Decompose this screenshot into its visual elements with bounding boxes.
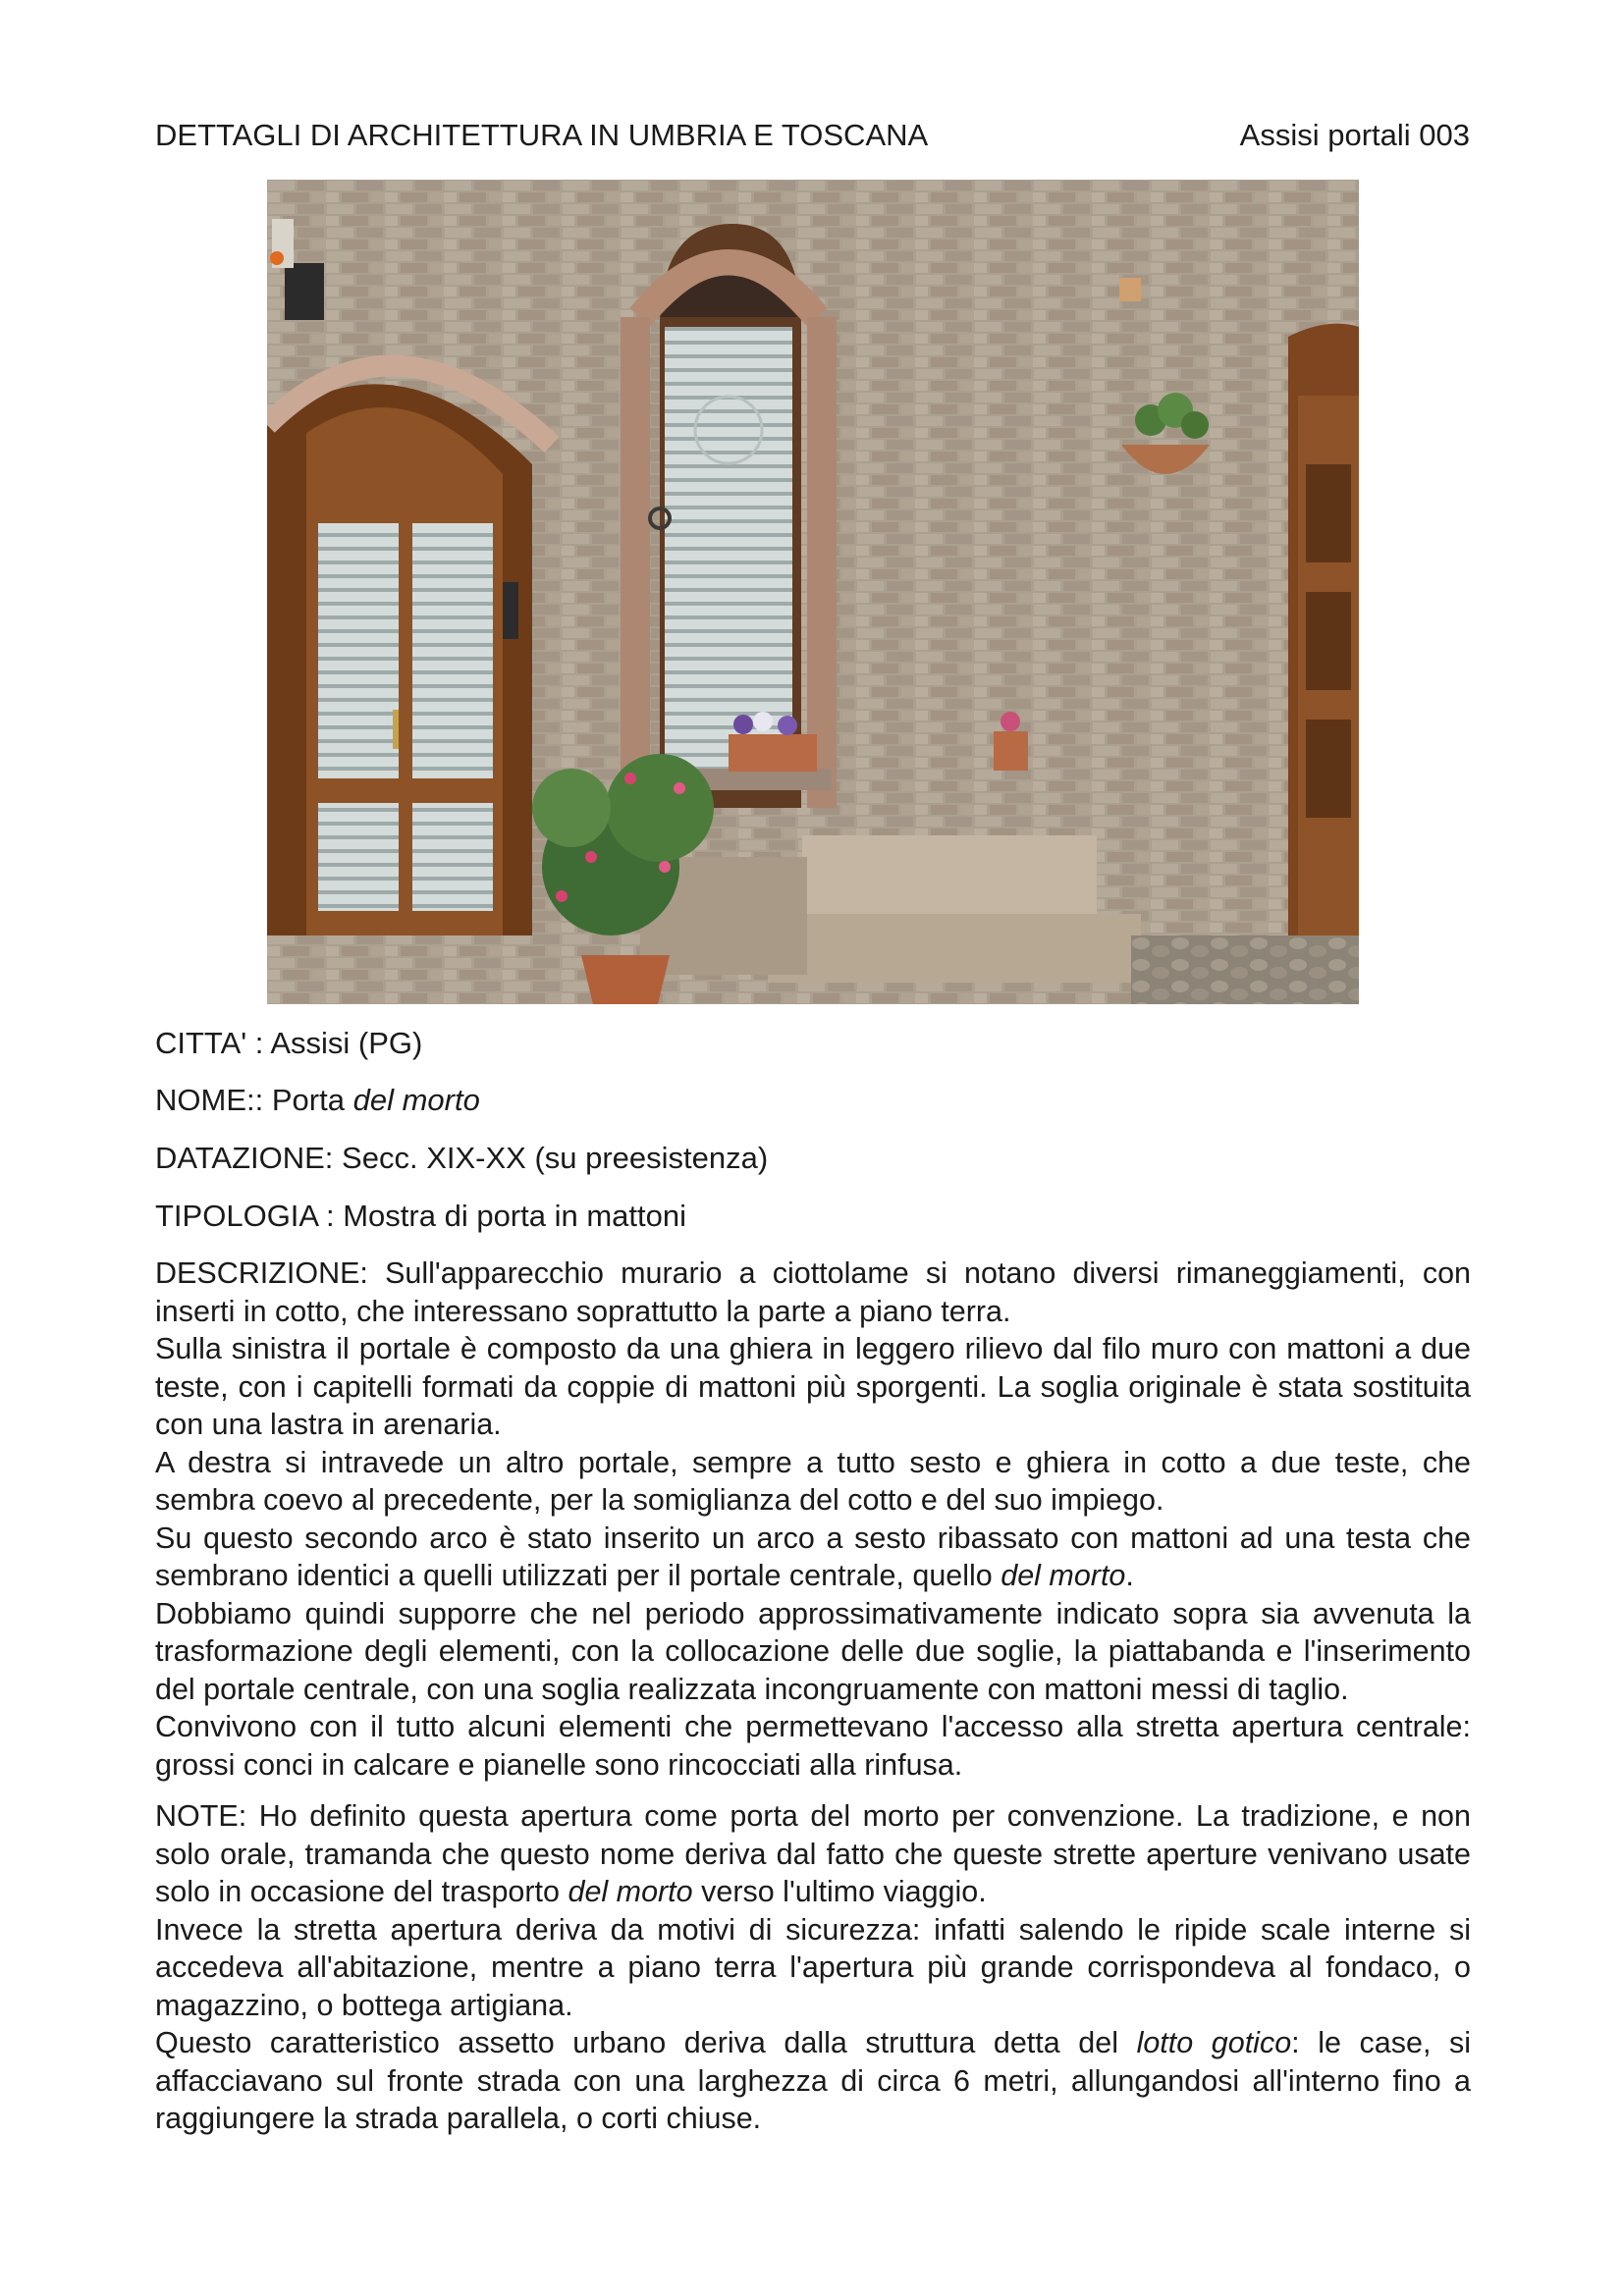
notes-text-3b: : le case, si affacciavano sul fronte strada con una larghezza di circa 6 metri, allungandosi all'interno fino a raggiungere la strada parallela, o corti chiuse. bbox=[155, 2026, 1472, 2135]
notes-italic-lotto: lotto gotico bbox=[1136, 2026, 1292, 2059]
nome-value-italic: del morto bbox=[352, 1083, 480, 1117]
field-tipologia bbox=[155, 1198, 686, 1235]
description-paragraph: Sulla sinistra il portale è composto da una ghiera in leggero rilievo dal filo muro con mattoni a due teste, con i capitelli formati da coppie di mattoni più sporgenti. La soglia originale è stata sostituita con una lastra in arenaria. bbox=[155, 1332, 1471, 1441]
notes-text-1: Ho definito questa apertura come porta del morto per convenzione. La tradizione, e non solo orale, tramanda che questo nome deriva dal fatto che queste strette aperture venivano usate solo in occasione del trasporto bbox=[155, 1799, 1471, 1908]
field-datazione bbox=[155, 1140, 768, 1177]
document-title: DETTAGLI DI ARCHITETTURA IN UMBRIA E TOSCANA bbox=[155, 118, 929, 152]
notes-italic: del morto bbox=[568, 1875, 693, 1908]
description-paragraph: Dobbiamo quindi supporre che nel periodo approssimativamente indicato sopra sia avvenuta la trasformazione degli elementi, con la collocazione delle due soglie, la piattabanda e l'inserimento del portale centrale, con una soglia realizzata incongruamente con mattoni messi di taglio. bbox=[155, 1596, 1471, 1706]
page-header bbox=[155, 118, 1470, 153]
description-punct: . bbox=[1125, 1559, 1134, 1592]
citta-value: Assisi (PG) bbox=[270, 1026, 423, 1060]
notes-text-3: Questo caratteristico assetto urbano deriva dalla struttura detta del bbox=[155, 2026, 1118, 2059]
field-nome bbox=[155, 1082, 480, 1119]
citta-label: CITTA' : bbox=[155, 1026, 264, 1060]
description-label: DESCRIZIONE: bbox=[155, 1256, 368, 1290]
description-text-4: Su questo secondo arco è stato inserito un arco a sesto ribassato con mattoni ad una testa che sembrano identici a quelli utilizzati per il portale centrale, quello bbox=[155, 1521, 1471, 1592]
notes-paragraph bbox=[155, 1797, 1471, 1911]
notes-paragraph: Invece la stretta apertura deriva da motivi di sicurezza: infatti salendo le ripide scale interne si accedeva all'abitazione, mentre a piano terra l'apertura più grande corrispondeva al fondaco, o magazzino, o bottega artigiana. bbox=[155, 1912, 1471, 2022]
tipologia-value: Mostra di porta in mattoni bbox=[343, 1199, 686, 1233]
document-reference: Assisi portali 003 bbox=[1239, 118, 1470, 152]
portal-photograph bbox=[267, 180, 1359, 1004]
description-paragraph bbox=[155, 1255, 1471, 1330]
description-paragraph bbox=[155, 1520, 1471, 1595]
notes-label: NOTE: bbox=[155, 1799, 247, 1833]
datazione-label: DATAZIONE: bbox=[155, 1141, 334, 1175]
tipologia-label: TIPOLOGIA : bbox=[155, 1199, 335, 1233]
field-citta bbox=[155, 1025, 422, 1062]
description-text-1: Sull'apparecchio murario a ciottolame si notano diversi rimaneggiamenti, con inserti in cotto, che interessano soprattutto la parte a piano terra. bbox=[155, 1256, 1471, 1328]
description-italic: del morto bbox=[1001, 1559, 1126, 1592]
nome-value: Porta bbox=[271, 1083, 345, 1117]
nome-label: NOME:: bbox=[155, 1083, 264, 1117]
datazione-value: Secc. XIX-XX (su preesistenza) bbox=[342, 1141, 769, 1175]
description-paragraph: A destra si intravede un altro portale, sempre a tutto sesto e ghiera in cotto a due teste, che sembra coevo al precedente, per la somiglianza del cotto e del suo impiego. bbox=[155, 1445, 1471, 1517]
description-paragraph: Convivono con il tutto alcuni elementi che permettevano l'accesso alla stretta apertura centrale: grossi conci in calcare e pianelle sono rincocciati alla rinfusa. bbox=[155, 1710, 1471, 1782]
description-section bbox=[155, 1255, 1471, 2138]
notes-text-1b: verso l'ultimo viaggio. bbox=[701, 1875, 987, 1908]
notes-paragraph bbox=[155, 2024, 1471, 2138]
